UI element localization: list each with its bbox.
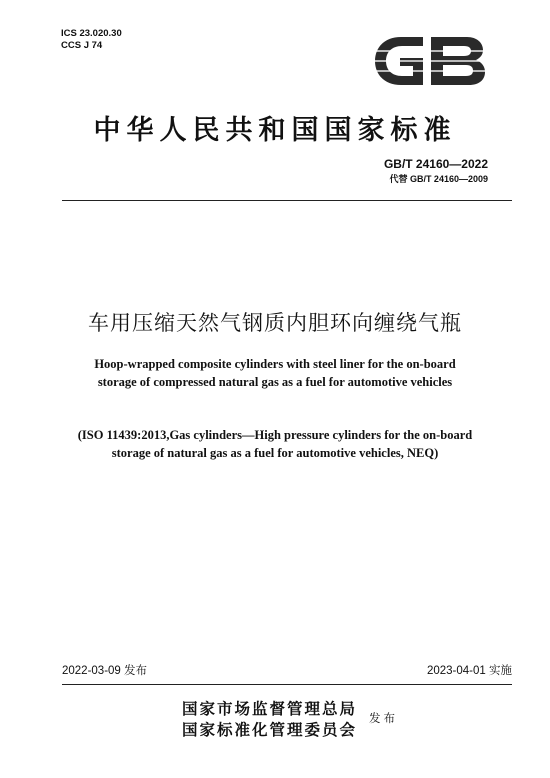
footer-divider <box>62 684 512 685</box>
ics-codes <box>61 28 122 52</box>
standard-codes <box>384 156 488 186</box>
iso-reference <box>0 426 550 462</box>
gb-logo <box>371 33 489 89</box>
header-divider <box>62 200 512 201</box>
standard-number: GB/T 24160—2022 <box>383 157 488 171</box>
title-english <box>0 355 550 391</box>
iso-reference-line: (ISO 11439:2013,Gas cylinders—High pressure cylinders for the on-board <box>77 428 473 442</box>
iso-reference-line: storage of natural gas as a fuel for automotive vehicles, NEQ) <box>111 446 439 460</box>
issuer-name: 国家市场监督管理总局 <box>182 699 358 718</box>
title-chinese: 车用压缩天然气钢质内胆环向缠绕气瓶 <box>88 311 462 335</box>
issue-date: 2022-03-09 发布 <box>62 665 148 677</box>
title-english-line: storage of compressed natural gas as a fuel for automotive vehicles <box>97 375 453 389</box>
implement-date: 2023-04-01 实施 <box>426 665 512 677</box>
issuer-name: 国家标准化管理委员会 <box>182 720 358 739</box>
ccs-code: CCS J 74 <box>61 40 103 51</box>
issuing-authorities <box>182 698 357 740</box>
title-english-line: Hoop-wrapped composite cylinders with steel liner for the on-board <box>94 357 456 371</box>
ics-code: ICS 23.020.30 <box>61 28 122 39</box>
national-standard-title: 中华人民共和国国家标准 <box>93 115 457 146</box>
replaces-standard: 代替 GB/T 24160—2009 <box>389 174 488 184</box>
publish-label: 发布 <box>369 711 398 725</box>
